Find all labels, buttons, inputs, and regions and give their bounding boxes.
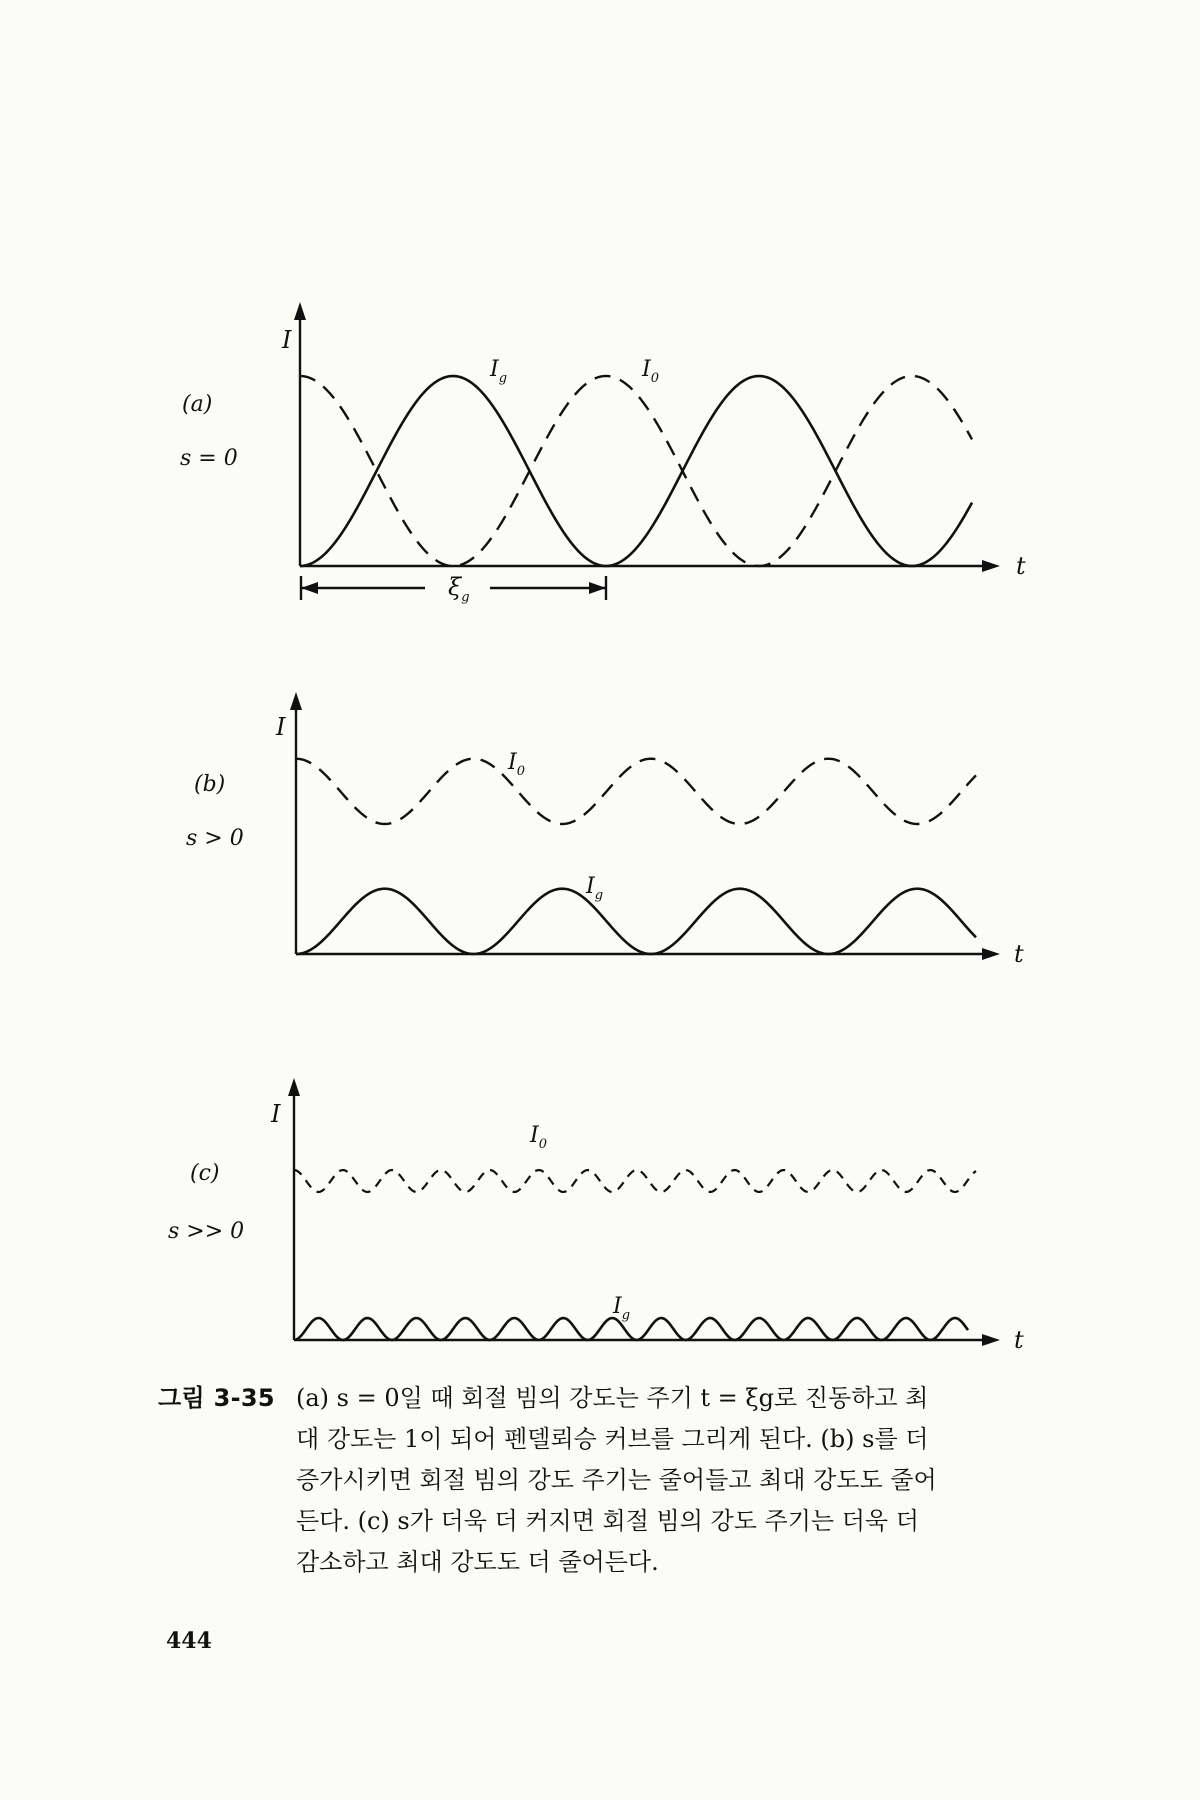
- panel-a-period-marker-right-arrow: [589, 582, 606, 594]
- panel-a-condition-label: s = 0: [180, 446, 238, 471]
- panel-b-y-axis-label: I: [276, 713, 286, 741]
- panel-c-condition-label: s >> 0: [168, 1219, 245, 1244]
- panel-c-series-i0-line: [294, 1170, 976, 1192]
- panel-b-label: (b): [194, 772, 226, 797]
- panel-a-chart: [180, 302, 1026, 605]
- page-number: 444: [166, 1628, 212, 1654]
- caption-line: 대 강도는 1이 되어 펜델뢰승 커브를 그리게 된다. (b) s를 더: [296, 1425, 929, 1453]
- panel-c-series-ig-label: $I_g$: [613, 1294, 631, 1323]
- panel-c-label: (c): [190, 1161, 220, 1186]
- panel-b-chart: [186, 692, 1024, 968]
- panel-c-series-ig-line: [294, 1318, 968, 1340]
- panel-a-label: (a): [182, 392, 213, 417]
- panel-c-y-axis-arrowhead: [288, 1078, 300, 1096]
- panel-c-x-axis-arrowhead: [982, 1334, 1000, 1346]
- panel-a-x-axis-label: t: [1016, 552, 1026, 580]
- caption-line: 증가시키면 회절 빔의 강도 주기는 줄어들고 최대 강도도 줄어: [296, 1466, 937, 1494]
- panel-c-x-axis-label: t: [1014, 1326, 1024, 1354]
- figure-caption-label: 그림 3-35: [158, 1384, 275, 1412]
- panel-a-y-axis-label: I: [282, 326, 292, 354]
- figure-caption-body: [296, 1378, 1038, 1583]
- panel-b-condition-label: s > 0: [186, 826, 244, 851]
- panel-a-y-axis-arrowhead: [294, 302, 306, 320]
- panel-b-series-ig-line: [296, 889, 976, 954]
- panel-b-series-ig-label: $I_g$: [586, 874, 604, 903]
- panel-b-y-axis-arrowhead: [290, 692, 302, 710]
- caption-line: (a) s = 0일 때 회절 빔의 강도는 주기 t = ξg로 진동하고 최: [296, 1384, 929, 1412]
- panel-c-chart: [168, 1078, 1024, 1354]
- panel-a-series-i0-label: $I_0$: [642, 357, 659, 386]
- panel-c-series-i0-label: $I_0$: [530, 1123, 547, 1152]
- panel-b-series-i0-line: [296, 759, 976, 824]
- panel-b-series-i0-label: $I_0$: [508, 750, 525, 779]
- caption-line: 든다. (c) s가 더욱 더 커지면 회절 빔의 강도 주기는 더욱 더: [296, 1507, 919, 1535]
- panel-a-series-ig-label: $I_g$: [490, 357, 508, 386]
- panel-c-y-axis-label: I: [271, 1100, 281, 1128]
- panel-a-x-axis-arrowhead: [982, 560, 1000, 572]
- panel-b-x-axis-arrowhead: [982, 948, 1000, 960]
- panel-a-period-marker-left-arrow: [301, 582, 318, 594]
- panel-a-series-i0-line: [300, 376, 972, 566]
- caption-line: 감소하고 최대 강도도 더 줄어든다.: [296, 1548, 659, 1576]
- panel-b-x-axis-label: t: [1014, 940, 1024, 968]
- panel-a-series-ig-line: [300, 376, 972, 566]
- panel-a-period-marker-label: $\xi_g$: [448, 573, 470, 605]
